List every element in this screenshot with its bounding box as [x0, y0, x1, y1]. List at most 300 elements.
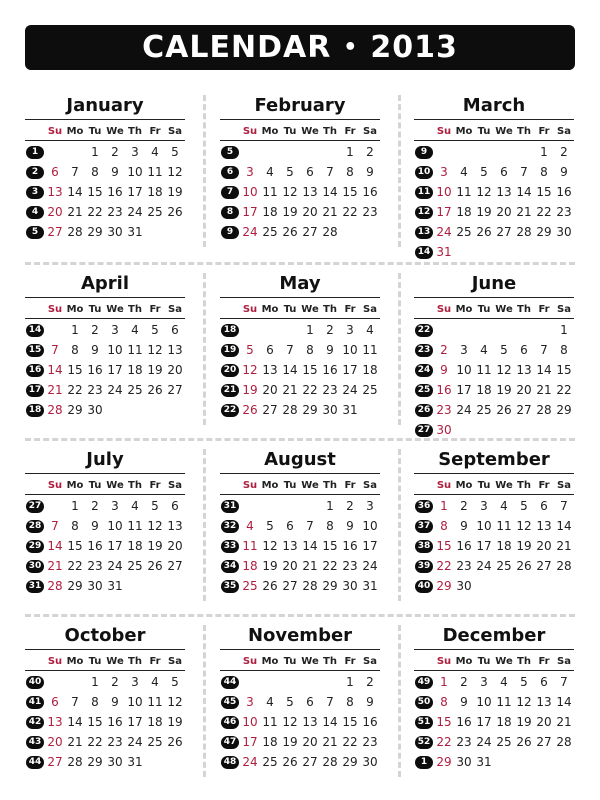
date-cell: 11 — [496, 695, 512, 709]
week-number-cell — [25, 384, 45, 397]
week-row — [414, 692, 574, 712]
sunday-date-cell: 18 — [242, 559, 258, 573]
date-cell: 20 — [262, 383, 278, 397]
date-cell: 3 — [460, 343, 468, 357]
month-day-grid — [414, 476, 574, 596]
week-row — [220, 712, 380, 732]
date-cell: 19 — [516, 715, 532, 729]
date-cell: 12 — [167, 695, 183, 709]
date-cell: 15 — [67, 363, 83, 377]
date-cell: 5 — [286, 165, 294, 179]
week-number-cell — [25, 500, 45, 513]
date-cell: 22 — [342, 205, 358, 219]
date-cell: 21 — [67, 205, 83, 219]
date-cell: 16 — [342, 539, 358, 553]
week-number-cell — [414, 756, 434, 769]
week-row — [414, 536, 574, 556]
date-cell: 26 — [282, 755, 298, 769]
week-number-badge: 28 — [26, 520, 44, 533]
date-cell: 5 — [171, 675, 179, 689]
date-cell: 18 — [476, 383, 492, 397]
date-cell: 8 — [306, 343, 314, 357]
date-cell: 6 — [286, 519, 294, 533]
week-number-cell — [25, 166, 45, 179]
date-cell: 26 — [262, 579, 278, 593]
date-cell: 13 — [302, 185, 318, 199]
date-cell: 29 — [67, 403, 83, 417]
week-number-badge: 35 — [221, 580, 239, 593]
date-cell: 11 — [262, 715, 278, 729]
date-cell: 20 — [167, 363, 183, 377]
week-row — [414, 732, 574, 752]
date-cell: 2 — [91, 499, 99, 513]
date-cell: 12 — [147, 343, 163, 357]
date-cell: 1 — [91, 145, 99, 159]
date-cell: 22 — [322, 559, 338, 573]
week-row — [25, 340, 185, 360]
date-cell: 12 — [282, 715, 298, 729]
week-number-badge: 11 — [415, 186, 433, 199]
sunday-date-cell: 13 — [47, 715, 63, 729]
date-cell: 5 — [266, 519, 274, 533]
date-cell: 16 — [107, 715, 123, 729]
date-cell: 15 — [67, 539, 83, 553]
month-block — [25, 273, 185, 433]
month-name: January — [25, 95, 185, 120]
date-cell: 4 — [131, 499, 139, 513]
week-number-cell — [414, 226, 434, 239]
date-cell: 23 — [87, 559, 103, 573]
week-number-header-spacer — [220, 303, 240, 316]
date-cell: 25 — [127, 383, 143, 397]
week-row — [414, 142, 574, 162]
week-number-badge: 6 — [221, 166, 239, 179]
date-cell: 18 — [262, 205, 278, 219]
sunday-date-cell: 10 — [242, 185, 258, 199]
date-cell: 9 — [346, 519, 354, 533]
weekday-label: Fr — [344, 125, 356, 137]
date-cell: 14 — [516, 185, 532, 199]
week-number-badge: 14 — [415, 246, 433, 259]
week-number-header-spacer — [220, 655, 240, 668]
week-row — [25, 576, 185, 596]
week-row — [220, 732, 380, 752]
week-number-badge: 8 — [221, 206, 239, 219]
week-number-cell — [220, 324, 240, 337]
date-cell: 6 — [306, 165, 314, 179]
sunday-date-cell: 7 — [51, 343, 59, 357]
date-cell: 1 — [346, 675, 354, 689]
date-cell: 25 — [262, 755, 278, 769]
weekday-label: Mo — [261, 303, 279, 315]
date-cell: 19 — [282, 205, 298, 219]
week-row — [414, 556, 574, 576]
week-row — [220, 360, 380, 380]
date-cell: 15 — [536, 185, 552, 199]
date-cell: 25 — [456, 225, 472, 239]
weekday-label: Mo — [66, 125, 84, 137]
date-cell: 6 — [171, 499, 179, 513]
date-cell: 5 — [151, 499, 159, 513]
date-cell: 7 — [540, 343, 548, 357]
weekday-label: Th — [128, 479, 142, 491]
date-cell: 24 — [476, 559, 492, 573]
week-row — [414, 162, 574, 182]
date-cell: 3 — [346, 323, 354, 337]
date-cell: 9 — [366, 165, 374, 179]
month-name: November — [220, 625, 380, 650]
date-cell: 11 — [127, 343, 143, 357]
date-cell: 25 — [147, 735, 163, 749]
weekday-label: Th — [517, 655, 531, 667]
date-cell: 24 — [362, 559, 378, 573]
week-number-badge: 23 — [415, 344, 433, 357]
week-number-cell — [414, 246, 434, 259]
weekday-header-row — [25, 652, 185, 671]
week-number-cell — [414, 324, 434, 337]
date-cell: 29 — [556, 403, 572, 417]
week-number-cell — [220, 696, 240, 709]
week-number-cell — [220, 716, 240, 729]
date-cell: 15 — [322, 539, 338, 553]
sunday-date-cell: 20 — [47, 205, 63, 219]
date-cell: 3 — [131, 675, 139, 689]
weekday-label: Su — [47, 655, 63, 667]
week-number-badge: 22 — [221, 404, 239, 417]
date-cell: 16 — [107, 185, 123, 199]
week-number-badge: 48 — [221, 756, 239, 769]
date-cell: 12 — [262, 539, 278, 553]
date-cell: 14 — [282, 363, 298, 377]
date-cell: 10 — [476, 695, 492, 709]
date-cell: 19 — [147, 539, 163, 553]
week-number-badge: 9 — [221, 226, 239, 239]
month-day-grid — [414, 122, 574, 262]
weekday-label: Fr — [538, 479, 550, 491]
week-number-cell — [220, 736, 240, 749]
date-cell: 25 — [476, 403, 492, 417]
date-cell: 7 — [71, 695, 79, 709]
date-cell: 26 — [147, 559, 163, 573]
weekday-header-row — [220, 476, 380, 495]
sunday-date-cell: 6 — [51, 695, 59, 709]
week-number-cell — [220, 344, 240, 357]
date-cell: 30 — [107, 225, 123, 239]
date-cell: 11 — [262, 185, 278, 199]
weekday-label: Sa — [168, 479, 182, 491]
month-day-grid — [220, 300, 380, 420]
date-cell: 29 — [342, 755, 358, 769]
date-cell: 16 — [322, 363, 338, 377]
weekday-label: Mo — [66, 303, 84, 315]
week-number-badge: 2 — [26, 166, 44, 179]
weekday-label: Th — [517, 125, 531, 137]
date-cell: 12 — [476, 185, 492, 199]
week-row — [25, 712, 185, 732]
weekday-label: Th — [323, 479, 337, 491]
sunday-date-cell: 17 — [436, 205, 452, 219]
weekday-label: Su — [47, 303, 63, 315]
weekday-label: Mo — [455, 479, 473, 491]
date-cell: 29 — [302, 403, 318, 417]
weekday-label: Mo — [455, 125, 473, 137]
week-row — [414, 496, 574, 516]
date-cell: 24 — [127, 205, 143, 219]
week-number-cell — [414, 186, 434, 199]
sunday-date-cell: 24 — [436, 225, 452, 239]
week-number-cell — [414, 424, 434, 437]
sunday-date-cell: 20 — [47, 735, 63, 749]
weekday-label: We — [301, 125, 319, 137]
week-number-header-spacer — [25, 655, 45, 668]
date-cell: 23 — [456, 559, 472, 573]
date-cell: 10 — [127, 165, 143, 179]
weekday-label: Su — [47, 125, 63, 137]
date-cell: 17 — [362, 539, 378, 553]
date-cell: 3 — [366, 499, 374, 513]
week-number-badge: 45 — [221, 696, 239, 709]
date-cell: 24 — [476, 735, 492, 749]
weekday-label: We — [106, 303, 124, 315]
date-cell: 24 — [342, 383, 358, 397]
date-cell: 11 — [127, 519, 143, 533]
date-cell: 15 — [342, 185, 358, 199]
week-number-cell — [414, 716, 434, 729]
date-cell: 10 — [362, 519, 378, 533]
date-cell: 27 — [516, 403, 532, 417]
month-day-grid — [25, 300, 185, 420]
date-cell: 21 — [322, 735, 338, 749]
month-day-grid — [414, 300, 574, 440]
date-cell: 28 — [516, 225, 532, 239]
sunday-date-cell: 25 — [242, 579, 258, 593]
sunday-date-cell: 29 — [436, 755, 452, 769]
date-cell: 8 — [326, 519, 334, 533]
date-cell: 27 — [167, 559, 183, 573]
date-cell: 30 — [107, 755, 123, 769]
sunday-date-cell: 27 — [47, 755, 63, 769]
date-cell: 4 — [151, 145, 159, 159]
date-cell: 29 — [87, 755, 103, 769]
date-cell: 30 — [322, 403, 338, 417]
weekday-label: Su — [47, 479, 63, 491]
date-cell: 30 — [362, 755, 378, 769]
week-row — [25, 556, 185, 576]
week-number-cell — [220, 676, 240, 689]
week-row — [25, 360, 185, 380]
column-divider — [398, 449, 401, 601]
date-cell: 18 — [362, 363, 378, 377]
weekday-label: Su — [242, 655, 258, 667]
week-row — [220, 222, 380, 242]
date-cell: 23 — [556, 205, 572, 219]
week-number-badge: 50 — [415, 696, 433, 709]
date-cell: 30 — [87, 403, 103, 417]
week-row — [220, 202, 380, 222]
weekday-label: Mo — [455, 303, 473, 315]
week-number-badge: 14 — [26, 324, 44, 337]
date-cell: 7 — [71, 165, 79, 179]
date-cell: 2 — [366, 145, 374, 159]
date-cell: 14 — [556, 519, 572, 533]
date-cell: 12 — [516, 519, 532, 533]
week-number-header-spacer — [25, 303, 45, 316]
date-cell: 3 — [111, 323, 119, 337]
week-number-badge: 31 — [26, 580, 44, 593]
date-cell: 20 — [496, 205, 512, 219]
date-cell: 1 — [91, 675, 99, 689]
week-number-badge: 7 — [221, 186, 239, 199]
date-cell: 27 — [302, 225, 318, 239]
week-number-cell — [25, 344, 45, 357]
week-number-badge: 21 — [221, 384, 239, 397]
weekday-label: Tu — [477, 479, 491, 491]
date-cell: 25 — [496, 735, 512, 749]
date-cell: 22 — [87, 205, 103, 219]
date-cell: 5 — [520, 499, 528, 513]
week-number-cell — [414, 364, 434, 377]
month-name: May — [220, 273, 380, 298]
date-cell: 30 — [456, 579, 472, 593]
date-cell: 8 — [346, 695, 354, 709]
sunday-date-cell: 2 — [440, 343, 448, 357]
sunday-date-cell: 3 — [440, 165, 448, 179]
week-number-cell — [25, 364, 45, 377]
date-cell: 15 — [302, 363, 318, 377]
date-cell: 12 — [167, 165, 183, 179]
date-cell: 15 — [556, 363, 572, 377]
date-cell: 5 — [500, 343, 508, 357]
date-cell: 1 — [71, 499, 79, 513]
week-number-cell — [25, 226, 45, 239]
date-cell: 14 — [322, 185, 338, 199]
weekday-label: Sa — [557, 479, 571, 491]
date-cell: 2 — [346, 499, 354, 513]
week-number-cell — [220, 540, 240, 553]
date-cell: 3 — [111, 499, 119, 513]
sunday-date-cell: 17 — [242, 735, 258, 749]
week-number-badge: 18 — [221, 324, 239, 337]
week-number-badge: 19 — [221, 344, 239, 357]
weekday-label: Fr — [149, 125, 161, 137]
week-number-badge: 18 — [26, 404, 44, 417]
weekday-label: Fr — [538, 303, 550, 315]
month-block — [220, 273, 380, 433]
date-cell: 23 — [322, 383, 338, 397]
month-name: April — [25, 273, 185, 298]
sunday-date-cell: 3 — [246, 165, 254, 179]
week-number-badge: 47 — [221, 736, 239, 749]
date-cell: 13 — [167, 343, 183, 357]
date-cell: 21 — [302, 559, 318, 573]
weekday-label: Tu — [88, 479, 102, 491]
date-cell: 4 — [480, 343, 488, 357]
date-cell: 13 — [262, 363, 278, 377]
date-cell: 28 — [322, 225, 338, 239]
week-number-badge: 44 — [221, 676, 239, 689]
date-cell: 25 — [262, 225, 278, 239]
date-cell: 18 — [147, 715, 163, 729]
weekday-label: We — [495, 655, 513, 667]
week-number-badge: 51 — [415, 716, 433, 729]
week-number-header-spacer — [414, 655, 434, 668]
week-number-header-spacer — [414, 303, 434, 316]
date-cell: 7 — [326, 695, 334, 709]
week-row — [414, 516, 574, 536]
date-cell: 9 — [326, 343, 334, 357]
weekday-label: Th — [517, 479, 531, 491]
date-cell: 8 — [346, 165, 354, 179]
date-cell: 13 — [516, 363, 532, 377]
sunday-date-cell: 15 — [436, 539, 452, 553]
weekday-label: Tu — [283, 125, 297, 137]
month-block — [25, 625, 185, 785]
month-block — [220, 625, 380, 785]
date-cell: 23 — [107, 735, 123, 749]
date-cell: 8 — [71, 519, 79, 533]
sunday-date-cell: 31 — [436, 245, 452, 259]
week-number-badge: 1 — [26, 146, 44, 159]
weekday-label: Tu — [477, 303, 491, 315]
date-cell: 2 — [560, 145, 568, 159]
date-cell: 27 — [262, 403, 278, 417]
month-name: March — [414, 95, 574, 120]
date-cell: 11 — [147, 165, 163, 179]
date-cell: 13 — [536, 519, 552, 533]
weekday-label: Fr — [149, 303, 161, 315]
week-number-cell — [414, 384, 434, 397]
weekday-label: Tu — [283, 303, 297, 315]
date-cell: 10 — [127, 695, 143, 709]
week-number-cell — [220, 226, 240, 239]
date-cell: 18 — [496, 539, 512, 553]
week-number-cell — [220, 756, 240, 769]
week-row — [414, 400, 574, 420]
date-cell: 23 — [107, 205, 123, 219]
date-cell: 11 — [147, 695, 163, 709]
date-cell: 17 — [476, 539, 492, 553]
date-cell: 12 — [282, 185, 298, 199]
date-cell: 18 — [496, 715, 512, 729]
date-cell: 31 — [107, 579, 123, 593]
sunday-date-cell: 8 — [440, 519, 448, 533]
month-block — [414, 273, 574, 437]
date-cell: 21 — [536, 383, 552, 397]
sunday-date-cell: 24 — [242, 225, 258, 239]
column-divider — [398, 625, 401, 777]
date-cell: 11 — [476, 363, 492, 377]
weekday-label: Fr — [344, 655, 356, 667]
date-cell: 23 — [342, 559, 358, 573]
sunday-date-cell: 1 — [440, 499, 448, 513]
date-cell: 14 — [67, 185, 83, 199]
week-number-cell — [414, 580, 434, 593]
date-cell: 17 — [127, 715, 143, 729]
sunday-date-cell: 19 — [242, 383, 258, 397]
sunday-date-cell: 6 — [51, 165, 59, 179]
month-block — [220, 95, 380, 255]
date-cell: 21 — [282, 383, 298, 397]
column-divider — [398, 95, 401, 247]
date-cell: 27 — [167, 383, 183, 397]
sunday-date-cell: 14 — [47, 539, 63, 553]
week-number-cell — [414, 696, 434, 709]
date-cell: 13 — [496, 185, 512, 199]
date-cell: 1 — [540, 145, 548, 159]
weekday-label: Tu — [283, 655, 297, 667]
week-row — [25, 752, 185, 772]
date-cell: 13 — [536, 695, 552, 709]
